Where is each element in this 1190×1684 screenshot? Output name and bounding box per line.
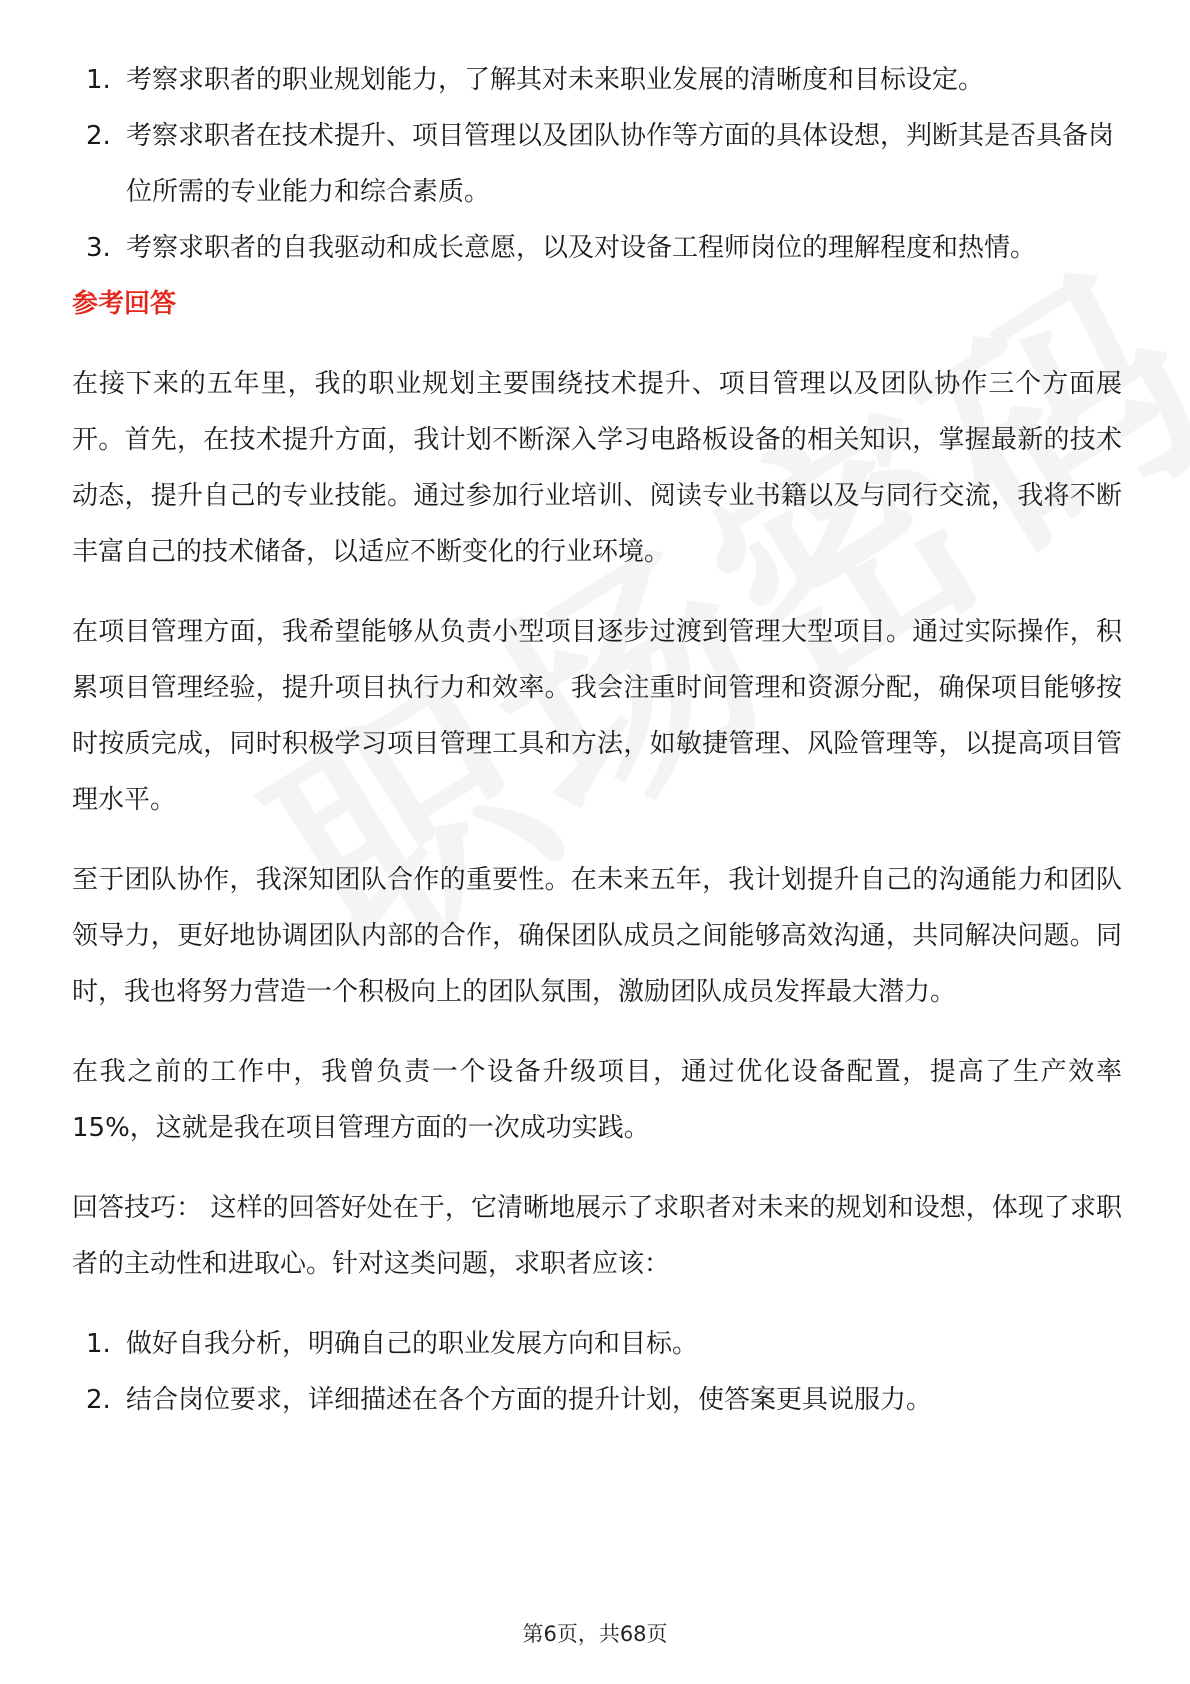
interview-intent-list xyxy=(72,52,1122,276)
list-text: 考察求职者的自我驱动和成长意愿，以及对设备工程师岗位的理解程度和热情。 xyxy=(126,233,1037,263)
answer-paragraph: 在我之前的工作中，我曾负责一个设备升级项目，通过优化设备配置，提高了生产效率15%，这就是我在项目管理方面的一次成功实践。 xyxy=(72,1057,1122,1143)
list-number: 3. xyxy=(86,233,111,263)
list-item xyxy=(72,52,1122,108)
list-text: 考察求职者在技术提升、项目管理以及团队协作等方面的具体设想，判断其是否具备岗位所需的专业能力和综合素质。 xyxy=(126,121,1115,207)
list-number: 2. xyxy=(86,1385,111,1415)
list-text: 做好自我分析，明确自己的职业发展方向和目标。 xyxy=(126,1329,699,1359)
list-number: 2. xyxy=(86,121,111,151)
list-item xyxy=(72,220,1122,276)
answer-paragraph: 在接下来的五年里，我的职业规划主要围绕技术提升、项目管理以及团队协作三个方面展开。首先，在技术提升方面，我计划不断深入学习电路板设备的相关知识，掌握最新的技术动态，提升自己的专业技能。通过参加行业培训、阅读专业书籍以及与同行交流，我将不断丰富自己的技术储备，以适应不断变化的行业环境。 xyxy=(72,369,1122,567)
reference-answer-heading: 参考回答 xyxy=(72,289,177,319)
list-item xyxy=(72,108,1122,220)
list-number: 1. xyxy=(86,65,111,95)
list-text: 结合岗位要求，详细描述在各个方面的提升计划，使答案更具说服力。 xyxy=(126,1385,933,1415)
answer-paragraph: 在项目管理方面，我希望能够从负责小型项目逐步过渡到管理大型项目。通过实际操作，积累项目管理经验，提升项目执行力和效率。我会注重时间管理和资源分配，确保项目能够按时按质完成，同时积极学习项目管理工具和方法，如敏捷管理、风险管理等，以提高项目管理水平。 xyxy=(72,617,1122,815)
page-content xyxy=(72,52,1122,1428)
page-number-footer: 第6页，共68页 xyxy=(522,1622,668,1646)
list-item xyxy=(72,1316,1122,1372)
answer-tips-paragraph: 回答技巧： 这样的回答好处在于，它清晰地展示了求职者对未来的规划和设想，体现了求职者的主动性和进取心。针对这类问题，求职者应该： xyxy=(72,1193,1122,1279)
list-text: 考察求职者的职业规划能力，了解其对未来职业发展的清晰度和目标设定。 xyxy=(126,65,985,95)
list-number: 1. xyxy=(86,1329,111,1359)
answer-tips-list xyxy=(72,1316,1122,1428)
list-item xyxy=(72,1372,1122,1428)
answer-paragraph: 至于团队协作，我深知团队合作的重要性。在未来五年，我计划提升自己的沟通能力和团队领导力，更好地协调团队内部的合作，确保团队成员之间能够高效沟通，共同解决问题。同时，我也将努力营造一个积极向上的团队氛围，激励团队成员发挥最大潜力。 xyxy=(72,865,1122,1007)
